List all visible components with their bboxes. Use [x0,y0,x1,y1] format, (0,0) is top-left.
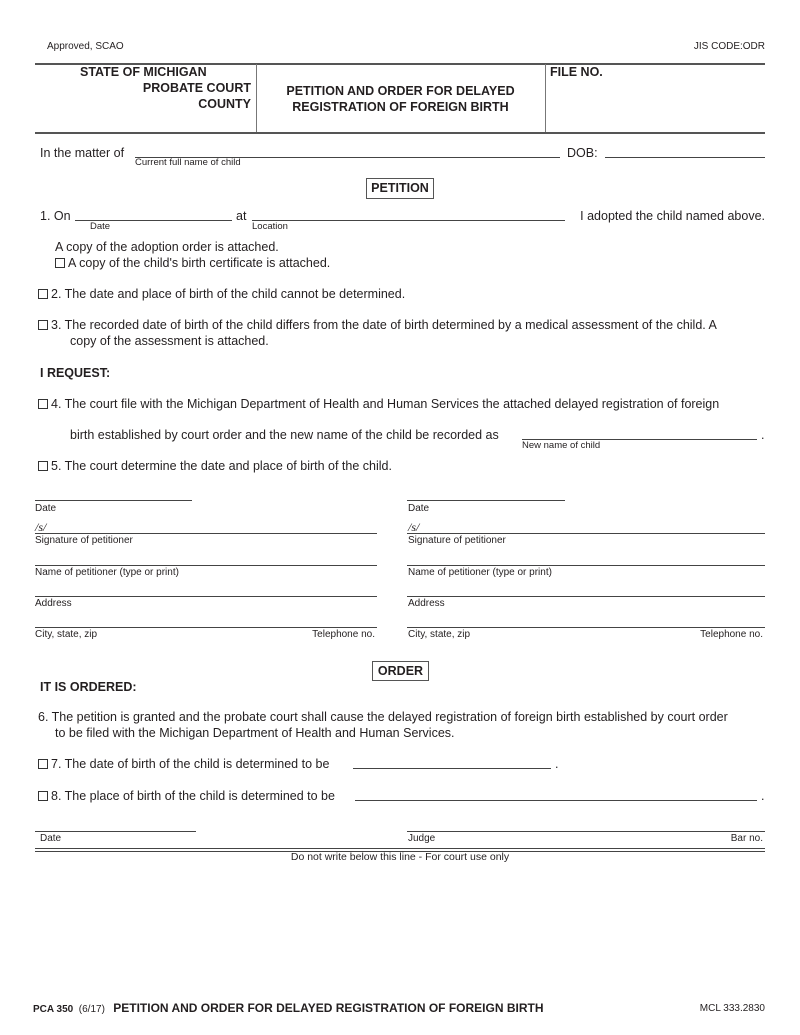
address-caption: Address [408,598,445,609]
name-caption: Name of petitioner (type or print) [408,567,552,578]
court-use-note: Do not write below this line - For court use only [290,851,510,863]
petitioner2-city-field[interactable] [407,627,765,628]
judge-signature-field[interactable] [407,831,765,832]
checkbox[interactable] [55,258,65,268]
revision: (6/17) [78,1004,105,1015]
address-caption: Address [35,598,72,609]
copy-order-text: A copy of the adoption order is attached. [55,240,279,254]
petitioner1-city-field[interactable] [35,627,377,628]
county-label: COUNTY [198,97,251,111]
order-heading: ORDER [372,661,429,681]
signature-caption: Signature of petitioner [408,535,506,546]
jis-code: JIS CODE:ODR [693,41,765,52]
checkbox[interactable] [38,791,48,801]
item3-label: 3. The recorded date of birth of the child differs from the date of birth determined by a medical assessment of the child. A [51,318,717,332]
period: . [761,428,765,442]
date-caption: Date [408,503,430,514]
item7-row[interactable] [38,757,329,771]
date-caption: Date [90,221,111,232]
item1-label: 1. On [40,209,71,223]
item1-tail: I adopted the child named above. [580,209,765,223]
judge-caption: Judge [408,833,436,844]
city-caption: City, state, zip [35,629,98,640]
footer-title: PETITION AND ORDER FOR DELAYED REGISTRATION OF FOREIGN BIRTH [113,1001,544,1015]
court-label: PROBATE COURT [142,81,251,95]
signature-prefix: /s/ [408,520,420,534]
adoption-location-field[interactable] [252,220,565,221]
checkbox[interactable] [38,399,48,409]
checkbox[interactable] [38,320,48,330]
petitioner2-signature-field[interactable] [407,533,765,534]
signature-prefix: /s/ [35,520,47,534]
header-divider [256,64,257,134]
birth-date-field[interactable] [353,768,551,769]
form-title-2: REGISTRATION OF FOREIGN BIRTH [292,100,509,114]
date-caption: Date [40,833,62,844]
petitioner2-address-field[interactable] [407,596,765,597]
telephone-caption: Telephone no. [700,629,763,640]
petition-heading: PETITION [366,178,434,199]
dob-field[interactable] [605,157,765,158]
item3-row[interactable] [38,318,717,332]
petitioner1-name-field[interactable] [35,565,377,566]
birth-place-field[interactable] [355,800,757,801]
matter-label: In the matter of [40,146,125,160]
bar-no-caption: Bar no. [730,833,763,844]
form-number: PCA 350 [33,1004,74,1015]
footer [33,1001,544,1017]
period: . [761,789,765,803]
item3-label-2: copy of the assessment is attached. [70,334,269,348]
petitioner2-date-field[interactable] [407,500,565,501]
request-heading: I REQUEST: [40,366,111,380]
item4-row[interactable] [38,397,719,411]
petitioner1-signature-field[interactable] [35,533,377,534]
dob-label: DOB: [567,146,598,160]
court-use-rule [35,848,765,849]
child-name-caption: Current full name of child [135,157,241,168]
form-title: PETITION AND ORDER FOR DELAYED [286,84,515,98]
petitioner1-address-field[interactable] [35,596,377,597]
item6-label-2: to be filed with the Michigan Department of Health and Human Services. [55,726,455,740]
city-caption: City, state, zip [408,629,471,640]
item7-label: 7. The date of birth of the child is determined to be [51,757,330,771]
mcl-reference: MCL 333.2830 [699,1003,765,1014]
period: . [555,757,559,771]
petitioner2-name-field[interactable] [407,565,765,566]
petitioner1-date-field[interactable] [35,500,192,501]
item5-label: 5. The court determine the date and place of birth of the child. [51,459,392,473]
item4-label: 4. The court file with the Michigan Department of Health and Human Services the attached delayed registration of foreign [51,397,720,411]
item4-label-2: birth established by court order and the new name of the child be recorded as [70,428,499,442]
ordered-heading: IT IS ORDERED: [40,680,137,694]
header-bottom-rule [35,132,765,134]
telephone-caption: Telephone no. [312,629,375,640]
at-label: at [236,209,247,223]
item2-row[interactable] [38,287,405,301]
order-date-field[interactable] [35,831,196,832]
item8-row[interactable] [38,789,335,803]
file-no-label: FILE NO. [550,65,603,79]
name-caption: Name of petitioner (type or print) [35,567,179,578]
new-name-caption: New name of child [522,440,601,451]
birth-cert-checkbox-row[interactable] [55,256,330,270]
location-caption: Location [252,221,288,232]
approved-label: Approved, SCAO [47,41,124,52]
checkbox[interactable] [38,461,48,471]
date-caption: Date [35,503,57,514]
item5-row[interactable] [38,459,392,473]
item6-label: 6. The petition is granted and the probate court shall cause the delayed registration of foreign birth established by court order [38,710,728,724]
item2-label: 2. The date and place of birth of the child cannot be determined. [51,287,406,301]
header-divider [545,64,546,134]
birth-cert-label: A copy of the child's birth certificate is attached. [68,256,331,270]
state-label: STATE OF MICHIGAN [80,65,207,79]
checkbox[interactable] [38,289,48,299]
checkbox[interactable] [38,759,48,769]
signature-caption: Signature of petitioner [35,535,133,546]
item8-label: 8. The place of birth of the child is determined to be [51,789,335,803]
